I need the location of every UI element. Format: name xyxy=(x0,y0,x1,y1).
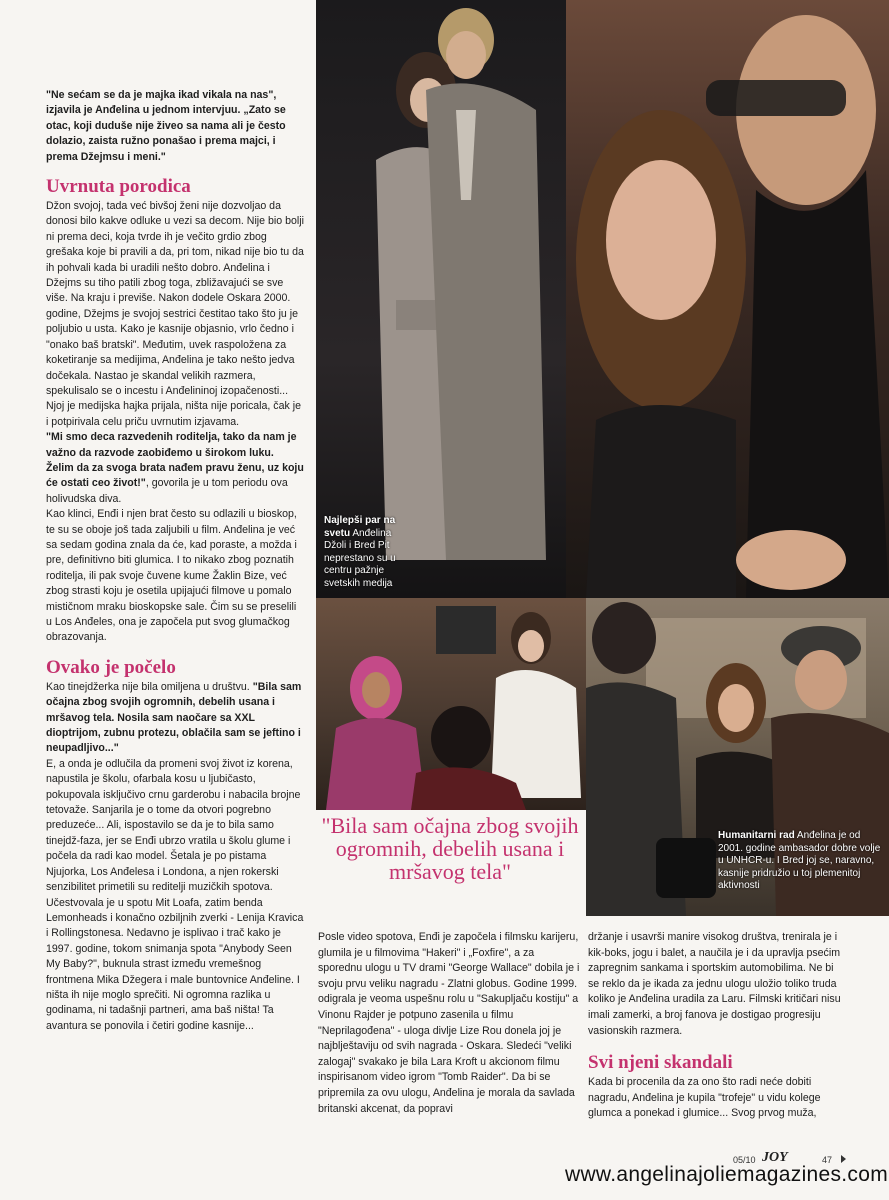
next-page-arrow-icon xyxy=(841,1155,846,1163)
magazine-logo: JOY xyxy=(762,1150,788,1165)
issue-number: 05/10 xyxy=(733,1155,756,1165)
section-heading-ovako: Ovako je počelo xyxy=(46,656,176,678)
left-column xyxy=(46,88,304,1034)
middle-column: Posle video spotova, Enđi je započela i filmsku karijeru, glumila je u filmovima "Hakeri" i „Foxfire", a za sporednu ulogu u TV drami "George Wallace" dobila je i svoju prvu veliku nagradu - Zlatni globus. Godine 1999. odigrala je veoma uspešnu rolu u "Sakupljaču kostiju" a Vinonu Rajder je potpuno zasenila u filmu "Neprilagođena" - uloga divlje Lize Rou donela joj je najblještaviju od svih nagrada - Oskara. Sledeći "veliki zalogaj" svakako je bila Lara Kroft u akcionom filmu inspirisanom video igrom "Tomb Raider". Da bi se pripremila za ovu ulogu, Anđelina je morala da savlada britanski akcenat, da popravi xyxy=(318,931,580,1115)
paragraph-1: Džon svojoj, tada već bivšoj ženi nije dozvoljao da donosi bilo kakve odluke u vezi sa decom. Nije bio bolji ni prema deci, koja tvrde ih je večito grdio zbog grešaka koje bi pravili a da, pri tom, nikad nije bio tu da ih pohvali kada bi uradili nešto dobro. Anđelina i Džejms su tiho patili zbog toga, zbližavajući se sve više. Na kraju i previše. Nakon dodele Oskara 2000. godine, Džejms je svojoj sestrici čestitao tako što ju je poljubio u usta. Kako je kasnije objasnio, vrlo čedno i "onako baš bratski". Međutim, uvek raspoložena za koketiranje sa medijima, Anđelina je tako nešto jedva dočekala. Nastao je skandal velikih razmera, spekulisalo se o incestu i Anđelininoj izopačenosti... Njoj je medijska hajka prijala, ništa nije poricala, čak je i potpirivala celu priču uvrnutim izjavama. xyxy=(46,200,304,428)
right-column-text-2: Kada bi procenila da za ono što radi neće dobiti nagradu, Anđelina je kupila "trofeje" u vidu kolege glumca a ponekad i glumice... Svog prvog muža, xyxy=(588,1076,821,1120)
paragraph-2: Kao klinci, Enđi i njen brat često su odlazili u bioskop, te su se oboje još tada zaljubili u film. Anđelina je već sa sedam godina znala da će, kad poraste, a možda i pre, definitivno biti glumica. I to nikako zbog poznatih roditelja, ili pak svoje čuvene kume Žaklin Bize, već zbog strasti koju je osetila upijajući filmove u pomalo mističnom mraku bioskopske sale. Čim su se preselili u Los Anđeles, ona je započela put svog glumačkog obrazovanja. xyxy=(46,508,297,644)
quote-3: "Bila sam očajna zbog svojih ogromnih, debelih usana i mršavog tela. Nosila sam naočare sa XXL dioptrijom, zubnu protezu, oblačila sam se jeftino i neupadljivo..." xyxy=(46,680,302,755)
photo-red-carpet-caption: Najlepši par na svetu Anđelina Džoli i Bred Pit neprestano su u centru pažnje svetskih medija xyxy=(324,515,396,589)
right-column xyxy=(588,930,844,1122)
photo-red-carpet xyxy=(316,0,566,598)
intro-quote: "Ne sećam se da je majka ikad vikala na nas", xyxy=(46,89,277,101)
quote-2-rest: , govorila je u tom periodu ova holivudska diva. xyxy=(46,477,288,505)
paragraph-4: E, a onda je odlučila da promeni svoj život iz korena, napustila je školu, ofarbala kosu u ljubičasto, pokupovala isključivo crnu garderobu i nabacila brojne tetovaže. Sanjarila je o tome da otvori pogrebno preduzeće... Ali, ispostavilo se da je to bila samo tinejdž-faza, jer se Enđi ubrzo vratila u školu glume i počela da radi kao model. Šetala je po pistama Njujorka, Los Anđelesa i Londona, a njen rokerski senzibilitet primetili su reditelji muzičkih spotova. Učestvovala je u spotu Mit Loafa, zatim benda Lemonheads i konačno ozbiljnih zverki - Lenija Kravica i Rollingstonesa. Nedavno je isplivao i trač kako je 1997. godine, tokom snimanja spota "Anybody Seen My Baby?", buknula strast između vremešnog frontmena Mika Džegera i male buntovnice Anđeline. I ništa ih nije moglo sprečiti. Ni ogromna razlika u godinama, ni tadašnji partneri, ama baš ništa! Ta avantura se ponovila i četiri godine kasnije... xyxy=(46,757,304,1032)
paragraph-3-start: Kao tinejdžerka nije bila omiljena u društvu. xyxy=(46,680,253,693)
photo-closeup-figures xyxy=(566,0,889,598)
photo-humanitarian-figures xyxy=(316,598,586,810)
watermark-url: www.angelinajoliemagazines.com xyxy=(565,1163,888,1186)
photo-camp-caption: Humanitarni rad Anđelina je od 2001. godine ambasador dobre volje u UNHCR-u. I Bred joj se, naravno, kasnije pridružio u toj plemenitoj aktivnosti xyxy=(718,830,881,891)
pull-quote: "Bila sam očajna zbog svojih ogromnih, debelih usana i mršavog tela" xyxy=(321,813,579,884)
intro-rest: izjavila je Anđelina u jednom intervjuu. „Zato se otac, koji duduše nije živeo sa nama ali je često dolazio, zaista ružno ponašao i prema majci, i prema Džejmsu i meni." xyxy=(46,104,286,163)
right-column-text: držanje i usavrši manire visokog društva, trenirala je i kik-boks, jogu i balet, a naučila je i da upravlja psećim zapregnim sankama i sportskim automobilima. Ne bi se reklo da je ikada za jednu ulogu uložio toliko truda koliko je Anđelina uradila za Laru. Filmski kritičari nisu imali zamerki, a broj fanova je dostigao progresiju vasionskih razmera. xyxy=(588,931,841,1037)
photo-humanitarian xyxy=(316,598,586,810)
quote-2: "Mi smo deca razvedenih roditelja, tako da nam je važno da razvode zaobiđemo u širokom luku. Želim da za svoga brata nađem pravu ženu, uz koju će ostati ceo život!" xyxy=(46,431,304,490)
section-heading-uvrnuta: Uvrnuta porodica xyxy=(46,176,191,198)
section-heading-skandali: Svi njeni skandali xyxy=(588,1052,733,1074)
photo-closeup xyxy=(566,0,889,598)
photo-camp xyxy=(586,598,889,916)
page-number: 47 xyxy=(822,1155,833,1165)
photo-red-carpet-figures xyxy=(316,0,566,598)
